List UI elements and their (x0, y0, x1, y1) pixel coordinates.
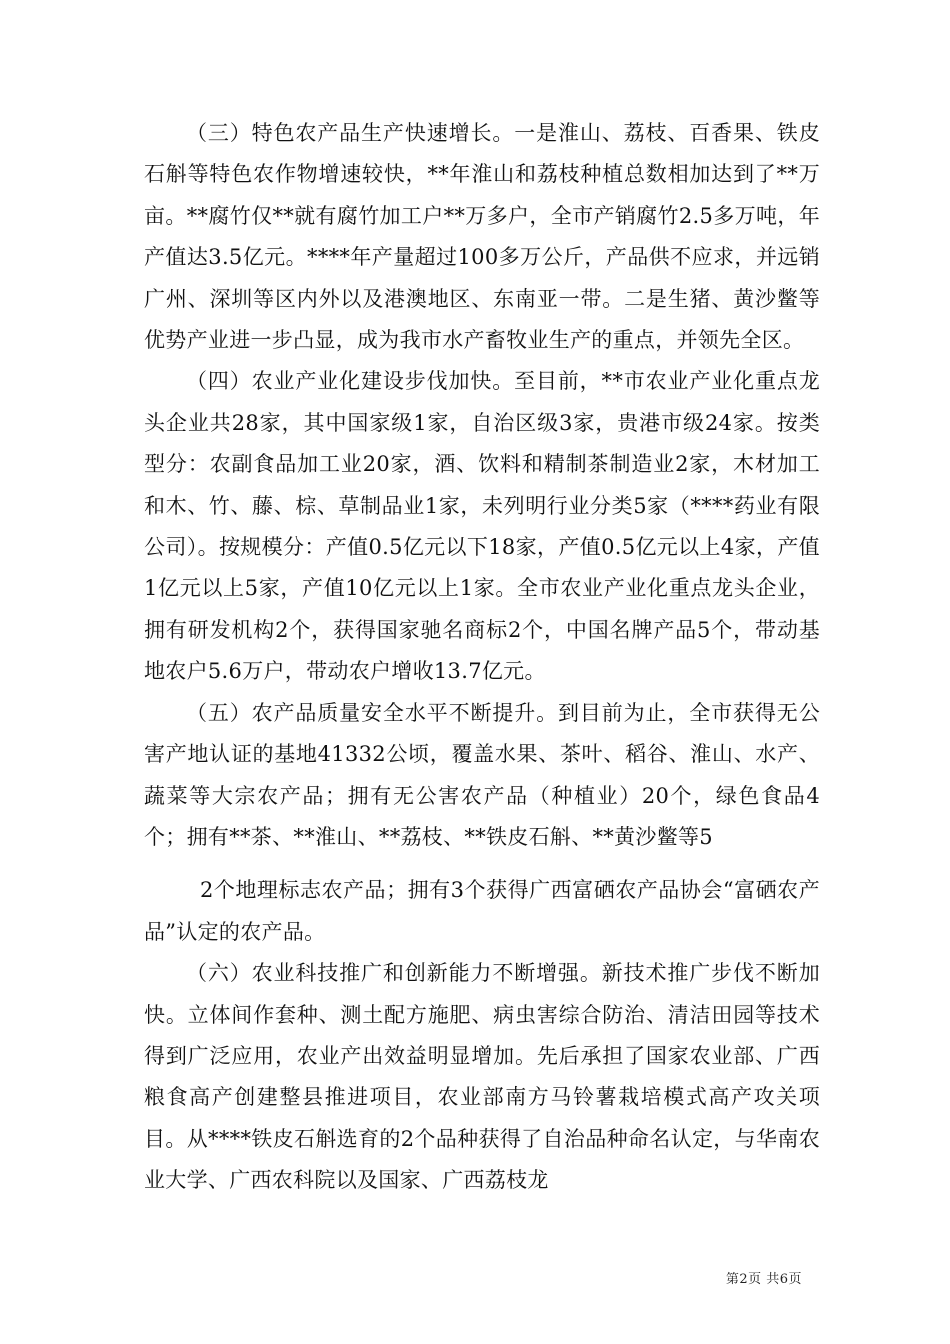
paragraph-specialty-products: （三）特色农产品生产快速增长。一是淮山、荔枝、百香果、铁皮石斛等特色农作物增速较快，**年淮山和荔枝种植总数相加达到了**万亩。**腐竹仅**就有腐竹加工户**万多户，全市产销腐竹2.5多万吨，年产值达3.5亿元。****年产量超过100多万公斤，产品供不应求，并远销广州、深圳等区内外以及港澳地区、东南亚一带。二是生猪、黄沙鳖等优势产业进一步凸显，成为我市水产畜牧业生产的重点，并领先全区。 (144, 121, 820, 353)
paragraph-technology: （六）农业科技推广和创新能力不断增强。新技术推广步伐不断加快。立体间作套种、测土配方施肥、病虫害综合防治、清洁田园等技术得到广泛应用，农业产出效益明显增加。先后承担了国家农业部、广西粮食高产创建整县推进项目，农业部南方马铃薯栽培模式高产攻关项目。从****铁皮石斛选育的2个品种获得了自治品种命名认定，与华南农业大学、广西农科院以及国家、广西荔枝龙 (144, 961, 820, 1193)
page-number-footer: 第2页 共6页 (725, 1272, 802, 1287)
paragraph-quality-safety-continued: 2个地理标志农产品；拥有3个获得广西富硒农产品协会“富硒农产品”认定的农产品。 (144, 878, 820, 944)
paragraph-industrialization: （四）农业产业化建设步伐加快。至目前，**市农业产业化重点龙头企业共28家，其中国家级1家，自治区级3家，贵港市级24家。按类型分：农副食品加工业20家，酒、饮料和精制茶制造业2家，木材加工和木、竹、藤、棕、草制品业1家，未列明行业分类5家（****药业有限公司）。按规模分：产值0.5亿元以下18家，产值0.5亿元以上4家，产值1亿元以上5家，产值10亿元以上1家。全市农业产业化重点龙头企业，拥有研发机构2个，获得国家驰名商标2个，中国名牌产品5个，带动基地农户5.6万户，带动农户增收13.7亿元。 (144, 369, 820, 684)
document-body (144, 113, 820, 1202)
paragraph-quality-safety: （五）农产品质量安全水平不断提升。到目前为止，全市获得无公害产地认证的基地41332公顷，覆盖水果、茶叶、稻谷、淮山、水产、蔬菜等大宗农产品；拥有无公害农产品（种植业）20个，绿色食品4个；拥有**茶、**淮山、**荔枝、**铁皮石斛、**黄沙鳖等5 (144, 700, 820, 849)
